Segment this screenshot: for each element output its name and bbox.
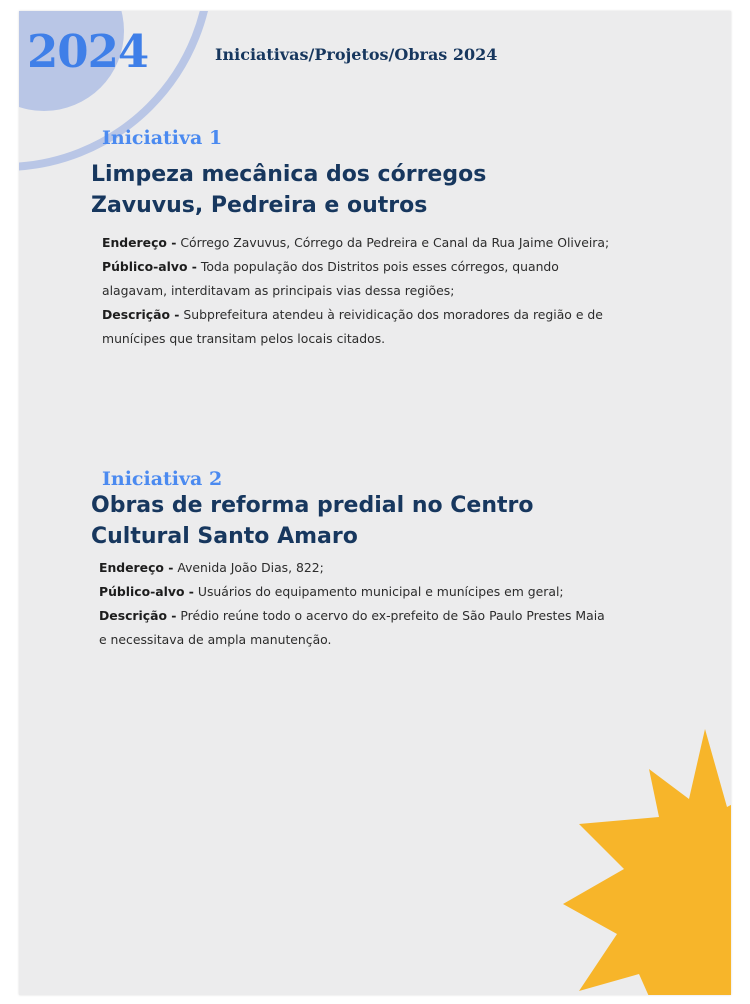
audience-value-line2: alagavam, interditavam as principais vias dessa regiões; [102, 283, 455, 298]
address-label: Endereço - [102, 235, 177, 250]
initiative-2-title-line2: Cultural Santo Amaro [91, 524, 358, 549]
audience-label: Público-alvo - [102, 259, 197, 274]
description-value-line1: Prédio reúne todo o acervo do ex-prefeito de São Paulo Prestes Maia [180, 608, 605, 623]
address-value: Córrego Zavuvus, Córrego da Pedreira e Canal da Rua Jaime Oliveira; [180, 235, 610, 250]
address-value: Avenida João Dias, 822; [177, 560, 324, 575]
initiative-1-details [102, 231, 662, 351]
year-heading: 2024 [27, 25, 149, 78]
description-value-line2: e necessitava de ampla manutenção. [99, 632, 332, 647]
initiative-1-label: Iniciativa 1 [102, 127, 223, 149]
document-page [19, 11, 731, 995]
initiative-2-title [91, 490, 611, 552]
initiative-2-details [99, 556, 659, 652]
audience-value-line1: Toda população dos Distritos pois esses córregos, quando [200, 259, 559, 274]
starburst-shape [563, 729, 731, 995]
description-value-line2: munícipes que transitam pelos locais citados. [102, 331, 386, 346]
initiative-1-address [102, 231, 662, 255]
initiative-2-label: Iniciativa 2 [102, 468, 223, 490]
address-label: Endereço - [99, 560, 174, 575]
description-value-line1: Subprefeitura atendeu à reividicação dos moradores da região e de [183, 307, 603, 322]
initiative-2-description [99, 604, 659, 652]
initiative-1-description [102, 303, 662, 351]
audience-label: Público-alvo - [99, 584, 194, 599]
initiative-2-audience [99, 580, 659, 604]
initiative-1-title-line2: Zavuvus, Pedreira e outros [91, 193, 428, 218]
page-title: Iniciativas/Projetos/Obras 2024 [215, 45, 498, 64]
starburst-icon [559, 729, 731, 995]
description-label: Descrição - [102, 307, 180, 322]
initiative-1-title [91, 159, 611, 221]
initiative-1-audience [102, 255, 662, 303]
description-label: Descrição - [99, 608, 177, 623]
audience-value: Usuários do equipamento municipal e munícipes em geral; [197, 584, 564, 599]
initiative-2-address [99, 556, 659, 580]
initiative-2-title-line1: Obras de reforma predial no Centro [91, 493, 534, 518]
initiative-1-title-line1: Limpeza mecânica dos córregos [91, 162, 487, 187]
